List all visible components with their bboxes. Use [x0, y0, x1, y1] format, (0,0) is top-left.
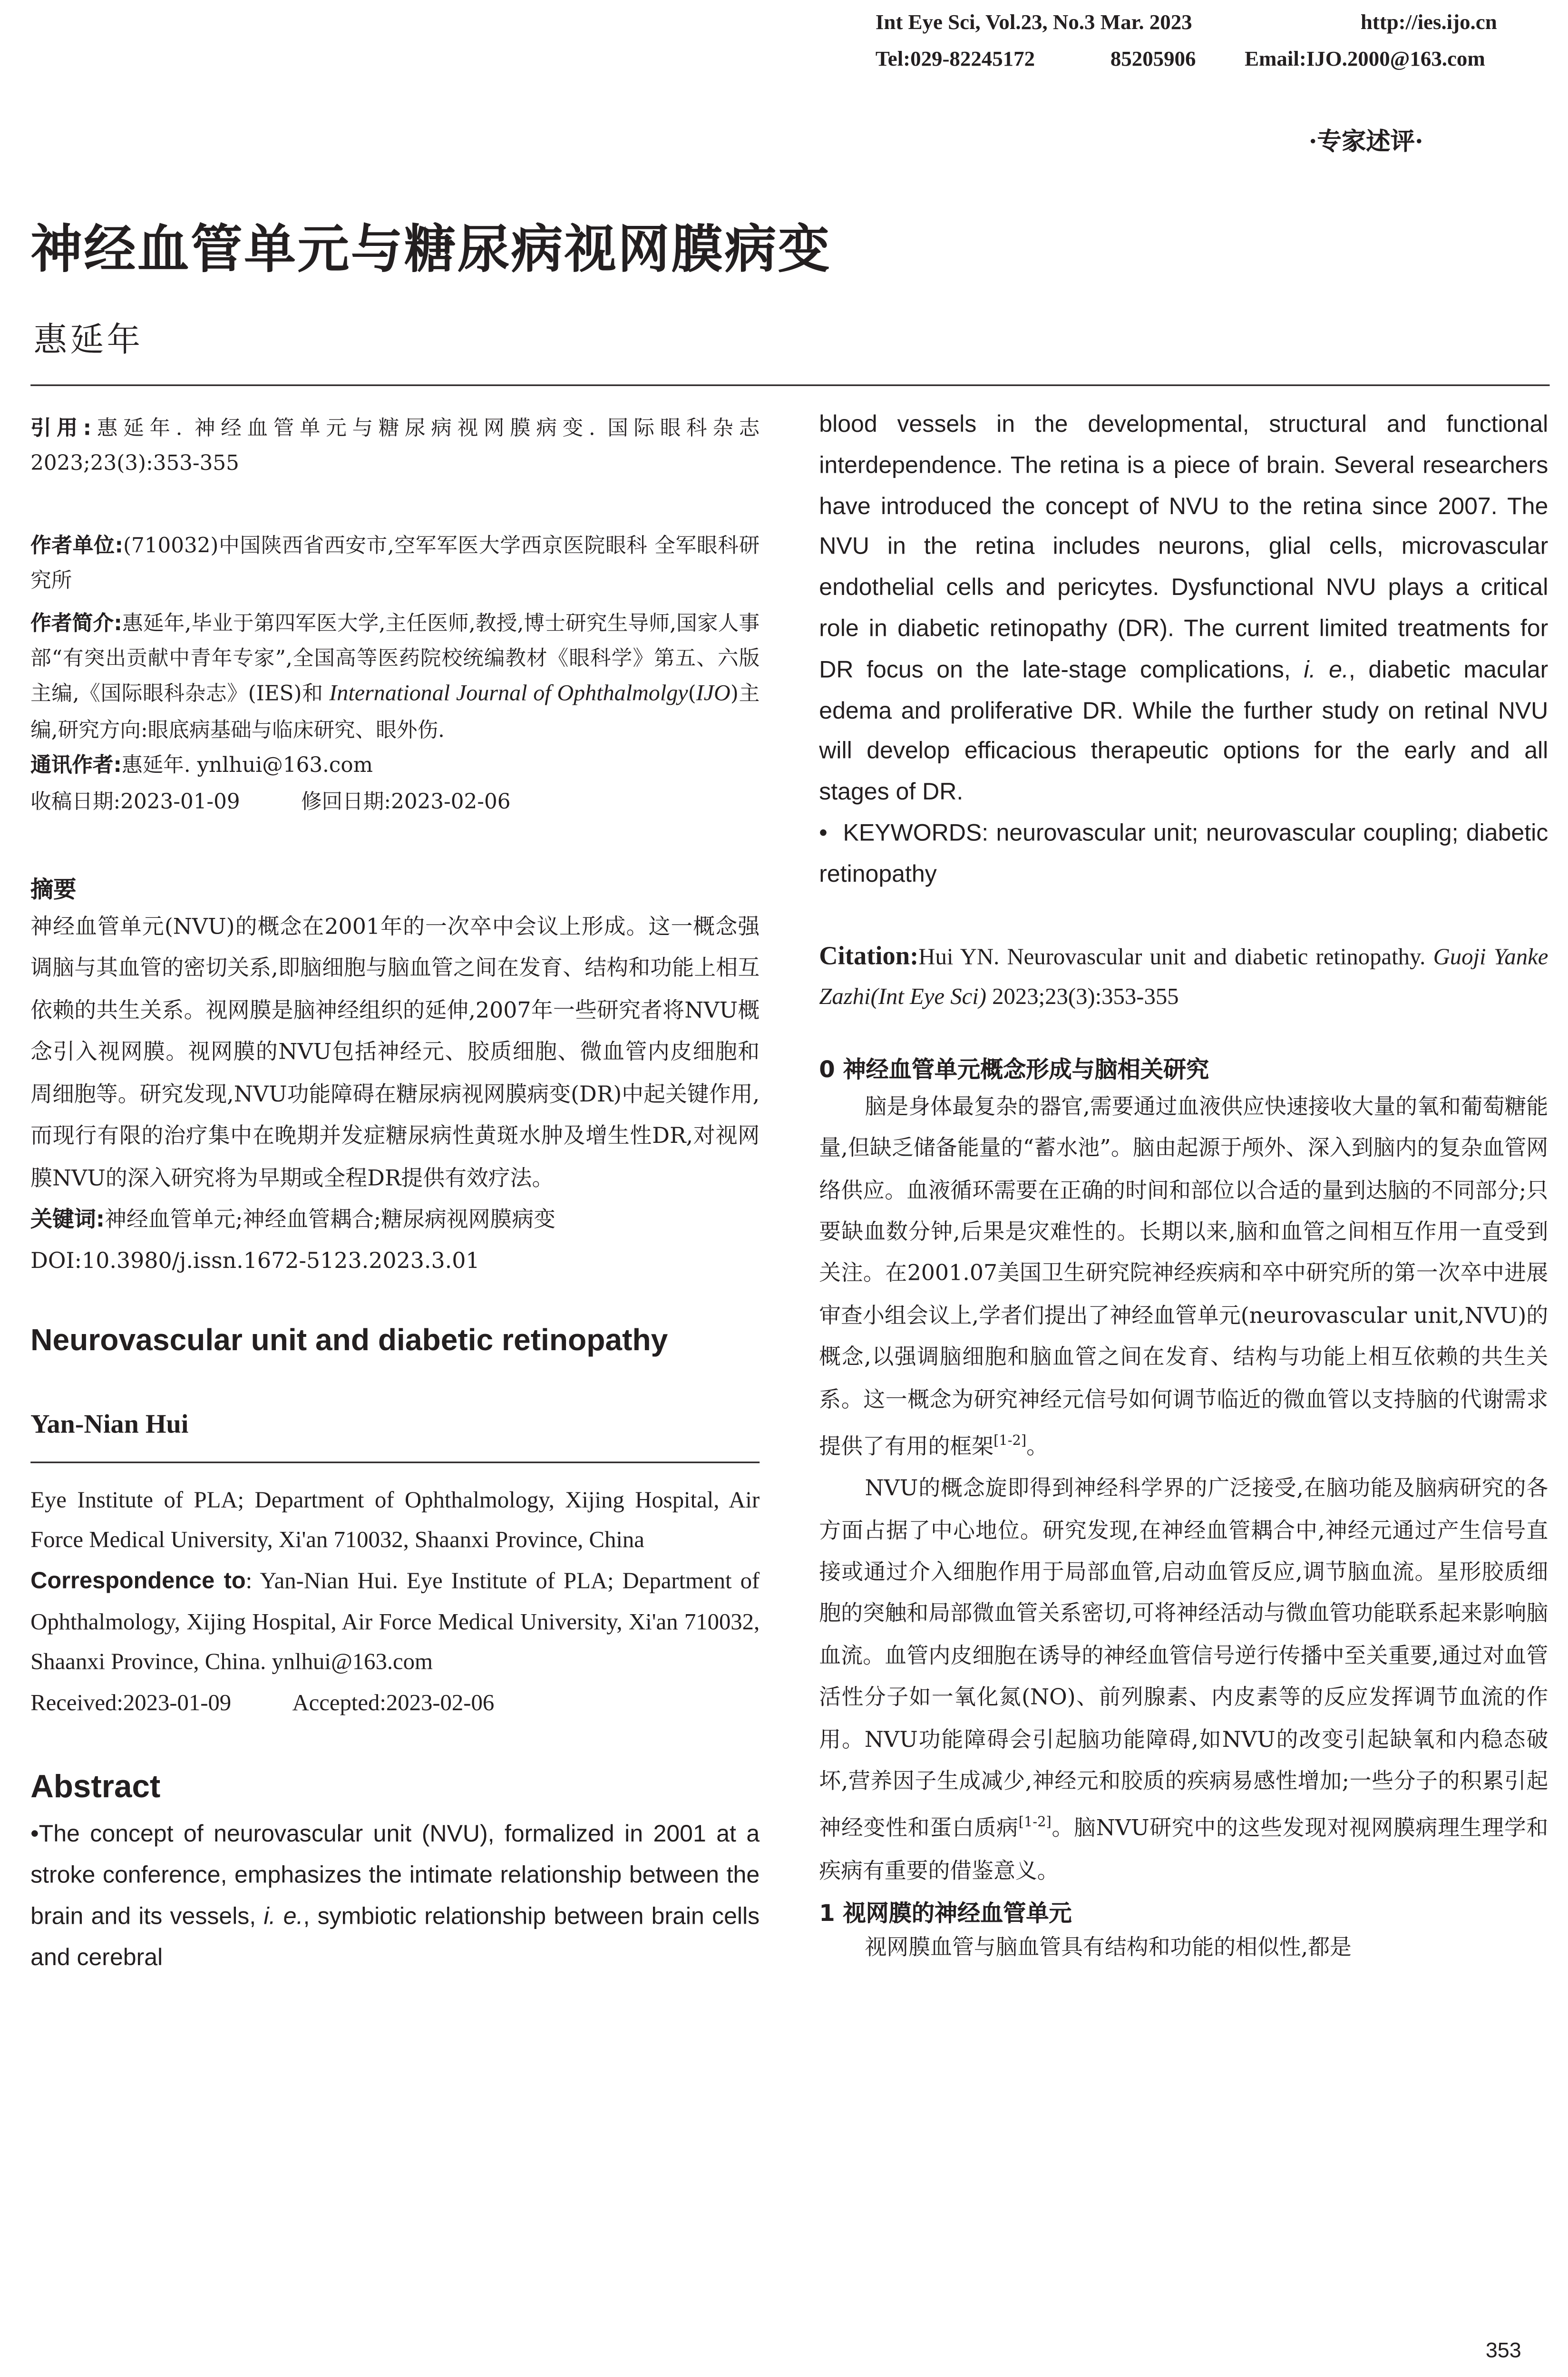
english-received: Received:2023-01-09 [30, 1690, 232, 1716]
abstract-en-continued: blood vessels in the developmental, structural and functional interdependence. The retina is a piece of brain. Several researchers have introduced the concept of NVU to the retina since 2007. The NVU in the retina includes neurons, glial cells, microvascular endothelial cells and pericytes. Dysfunctional NVU plays a critical role in diabetic retinopathy (DR). The current limited treatments for DR focus on the late-stage complications, i. e., diabetic macular edema and proliferative DR. While the further study on retinal NVU will develop efficacious therapeutic options for the early and all stages of DR. [819, 412, 1549, 806]
english-accepted: Accepted:2023-02-06 [292, 1690, 495, 1716]
keywords-en-text: neurovascular unit; neurovascular coupling; diabetic retinopathy [819, 820, 1549, 888]
english-title: Neurovascular unit and diabetic retinopathy [30, 1324, 668, 1358]
page-number: 353 [1485, 2337, 1521, 2362]
journal-email[interactable]: Email:IJO.2000@163.com [1245, 49, 1485, 72]
dates-zh [30, 785, 760, 821]
article-title: 神经血管单元与糖尿病视网膜病变 [30, 219, 831, 281]
english-correspondence-label: Correspondence to [30, 1568, 246, 1595]
section-0-paragraph-2: NVU的概念旋即得到神经科学界的广泛接受,在脑功能及脑病研究的各方面占据了中心地位。研究发现,在神经血管耦合中,神经元通过产生信号直接或通过介入细胞作用于局部血管,启动血管反应,调节脑血流。星形胶质细胞的突触和局部微血管关系密切,可将神经活动与微血管功能联系起来影响脑血流。血管内皮细胞在诱导的神经血管信号逆行传播中至关重要,通过对血管活性分子如一氧化氮(NO)、前列腺素、内皮素等的反应发挥调节血流的作用。NVU功能障碍会引起脑功能障碍,如NVU的改变引起缺氧和内稳态破坏,营养因子生成减少,神经元和胶质的疾病易感性增加;一些分子的积累引起神经变性和蛋白质病[1-2]。脑NVU研究中的这些发现对视网膜病理生理学和疾病有重要的借鉴意义。 [819, 1477, 1549, 1884]
journal-tel-2: 85205906 [1110, 49, 1196, 72]
abstract-en-part-1: •The concept of neurovascular unit (NVU), formalized in 2001 at a stroke conference, emphasizes the intimate relationship between the brain and its vessels, i. e., symbiotic relationship between brain cells and cerebral [30, 1822, 760, 1971]
section-0-heading: 0 神经血管单元概念形成与脑相关研究 [819, 1055, 1209, 1083]
abstract-en-heading: Abstract [30, 1770, 161, 1805]
bullet-icon: • [30, 1822, 39, 1848]
journal-tel: Tel:029-82245172 [875, 49, 1035, 72]
article-author: 惠延年 [33, 321, 144, 360]
citation-en-label: Citation: [819, 940, 919, 970]
keywords-en [819, 815, 1548, 896]
section-0-paragraph-1: 脑是身体最复杂的器官,需要通过血液供应快速接收大量的氧和葡萄糖能量,但缺乏储备能量的“蓄水池”。脑由起源于颅外、深入到脑内的复杂血管网络供应。血液循环需要在正确的时间和部位以合适的量到达脑的不同部分;只要缺血数分钟,后果是灾难性的。长期以来,脑和血管之间相互作用一直受到关注。在2001.07美国卫生研究院神经疾病和卒中研究所的第一次卒中进展审查小组会议上,学者们提出了神经血管单元(neurovascular unit,NVU)的概念,以强调脑细胞和脑血管之间在发育、结构与功能上相互依赖的共生关系。这一概念为研究神经元信号如何调节临近的微血管以支持脑的代谢需求提供了有用的框架[1-2]。 [819, 1095, 1549, 1460]
english-affiliation: Eye Institute of PLA; Department of Ophthalmology, Xijing Hospital, Air Force Medical University, Xi'an 710032, Shaanxi Province, China [30, 1487, 760, 1554]
reference-marker[interactable]: [1-2] [993, 1434, 1027, 1450]
abstract-zh-text: 神经血管单元(NVU)的概念在2001年的一次卒中会议上形成。这一概念强调脑与其血管的密切关系,即脑细胞与脑血管之间在发育、结构和功能上相互依赖的共生关系。视网膜是脑神经组织的延伸,2007年一些研究者将NVU概念引入视网膜。视网膜的NVU包括神经元、胶质细胞、微血管内皮细胞和周细胞等。研究发现,NVU功能障碍在糖尿病视网膜病变(DR)中起关键作用,而现行有限的治疗集中在晚期并发症糖尿病性黄斑水肿及增生性DR,对视网膜NVU的深入研究将为早期或全程DR提供有效疗法。 [30, 916, 760, 1191]
affiliation-zh [30, 529, 760, 601]
journal-issue-line: Int Eye Sci, Vol.23, No.3 Mar. 2023 [875, 12, 1192, 35]
affiliation-zh-label: 作者单位: [30, 534, 123, 558]
received-label-zh: 收稿日期: [30, 789, 121, 814]
citation-en-journal: Guoji Yanke Zazhi(Int Eye Sci) [819, 944, 1549, 1011]
citation-en-tail: 2023;23(3):353-355 [992, 984, 1179, 1011]
affiliation-zh-text: (710032)中国陕西省西安市,空军军医大学西京医院眼科 全军眼科研究所 [30, 534, 760, 594]
author-bio-label: 作者简介: [30, 611, 122, 636]
keywords-en-label: KEYWORDS: [843, 820, 989, 847]
author-bio-journal: International Journal of Ophthalmolgy [329, 682, 688, 707]
english-dates [30, 1684, 760, 1724]
citation-en-text: Hui YN. Neurovascular unit and diabetic retinopathy. [918, 944, 1426, 970]
author-bio-zh: 作者简介:惠延年,毕业于第四军医大学,主任医师,教授,博士研究生导师,国家人事部“有突出贡献中青年专家”,全国高等医药院校统编教材《眼科学》第五、六版主编,《国际眼科杂志》(IES)和 International Journal of Ophthalmolgy(IJO)主编,研究方向:眼底病基础与临床研究、眼外伤. [30, 611, 760, 743]
keywords-zh-label: 关键词: [30, 1208, 105, 1233]
english-author: Yan-Nian Hui [30, 1408, 189, 1439]
journal-url[interactable]: http://ies.ijo.cn [1360, 12, 1497, 35]
corresponding-author-label: 通讯作者: [30, 754, 122, 779]
english-correspondence-text: : Yan-Nian Hui. Eye Institute of PLA; Department of Ophthalmology, Xijing Hospital, Air Force Medical University, Xi'an 710032, Shaanxi Province, China. ynlhui@163.com [30, 1568, 760, 1676]
author-bio-abbr: IJO [696, 682, 730, 707]
english-correspondence [30, 1562, 760, 1684]
citation-en [819, 936, 1548, 1019]
english-author-divider [30, 1461, 760, 1462]
author-bio-text-1: 惠延年,毕业于第四军医大学,主任医师,教授,博士研究生导师,国家人事部“有突出贡献中青年专家”,全国高等医药院校统编教材《眼科学》第五、六版主编,《国际眼科杂志》(IES)和 [30, 611, 760, 707]
section-1-heading: 1 视网膜的神经血管单元 [819, 1899, 1072, 1927]
title-divider [30, 384, 1549, 386]
reference-marker[interactable]: [1-2] [1018, 1816, 1052, 1831]
left-column [30, 412, 760, 1979]
section-tag: ·专家述评· [1308, 127, 1423, 156]
revised-label-zh: 修回日期: [301, 789, 391, 814]
author-bio-text-2: 主编,研究方向:眼底病基础与临床研究、眼外伤. [30, 682, 760, 743]
bullet-icon: • [819, 820, 828, 847]
corresponding-author-zh [30, 750, 760, 785]
section-1-paragraph-1: 视网膜血管与脑血管具有结构和功能的相似性,都是 [865, 1936, 1352, 1961]
keywords-zh-text: 神经血管单元;神经血管耦合;糖尿病视网膜病变 [105, 1208, 556, 1233]
citation-zh-text: 惠延年. 神经血管单元与糖尿病视网膜病变. 国际眼科杂志 2023;23(3):353-355 [30, 416, 760, 477]
abstract-zh-heading: 摘要 [30, 876, 77, 904]
revised-date-zh: 2023-02-06 [391, 789, 511, 814]
doi[interactable]: DOI:10.3980/j.issn.1672-5123.2023.3.01 [30, 1250, 480, 1275]
right-column [819, 406, 1548, 1970]
received-date-zh: 2023-01-09 [120, 789, 240, 814]
keywords-zh [30, 1200, 760, 1242]
citation-zh-label: 引用: [30, 416, 92, 441]
citation-zh [30, 412, 760, 483]
corresponding-author-text: 惠延年. ynlhui@163.com [121, 754, 373, 779]
